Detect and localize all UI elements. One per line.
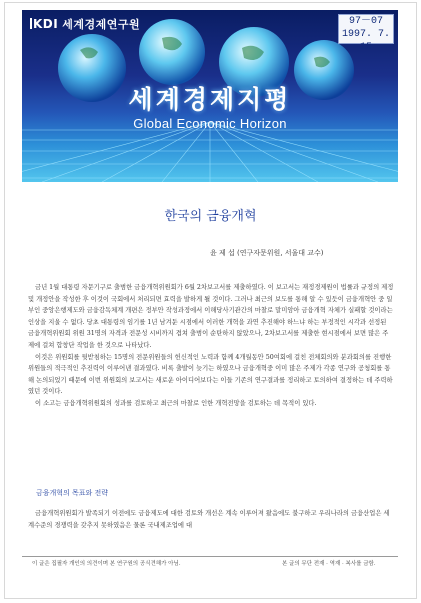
footer-divider <box>22 556 398 557</box>
article-body <box>28 282 394 410</box>
kdi-logo-icon: KDI <box>30 17 58 31</box>
paragraph: 이 소고는 금융개혁위원회의 성과를 검토하고 최근의 마찰로 인한 개혁전망을 검토하는 데 목적이 있다. <box>35 399 317 407</box>
article-title: 한국의 금융개혁 <box>164 209 257 224</box>
paragraph: 금융개혁위원회가 발족되기 이전에도 금융제도에 대한 검토와 개선은 계속 이루어져 왔음에도 불구하고 우리나라의 금융산업은 세계수준의 경쟁력을 갖추지 못하였음은 물론 국내제조업에 대 <box>28 510 390 529</box>
publication-title: 세계경제지평 <box>128 85 292 114</box>
publication-subtitle: Global Economic Horizon <box>133 116 287 131</box>
org-name: 세계경제연구원 <box>62 18 141 31</box>
footer-disclaimer: 이 글은 집필자 개인의 의견이며 본 연구원의 공식견해가 아님. <box>32 561 181 567</box>
issue-box <box>338 14 394 53</box>
header-banner <box>22 10 398 182</box>
paragraph: 이것은 위원회를 뒷받침하는 15명의 전문위원들의 헌신적인 노력과 함께 4개월동안 50여회에 걸친 전체회의와 분과회의를 진행한 위원들의 적극적인 추진력이 이루어낸 결과였다. 비록 출발이 늦기는 하였으나 금융개혁중 이미 많은 주제가 각종 연구와 공청회를 통해 논의되었기 때문에 이번 위원회의 보고서는 새로운 아이디어보다는 이들 기존의 연구결과를 정리하고 토의하여 결정하는 데 주력하였던 것이다. <box>28 353 393 396</box>
footer-copyright: 본 글의 무단 전재 · 역재 · 복사를 금함. <box>282 561 376 567</box>
org-logo <box>30 16 140 32</box>
issue-date: 1997. 7. 15 <box>341 29 390 53</box>
issue-number: 97－07 <box>348 16 383 27</box>
section-body <box>28 508 394 531</box>
section-heading: 금융개혁의 목표와 전략 <box>36 489 109 497</box>
paragraph: 금년 1월 대통령 자문기구로 출범한 금융개혁위원회가 6월 2차보고서를 제출하였다. 이 보고서는 재정경제원이 법률과 규정의 제정 및 개정안을 작성한 후 이것이 국회에서 처리되면 효력을 발하게 될 것이다. 그러나 최근의 보도를 통해 알 수 있듯이 금융개혁안 중 일부인 중앙은행제도와 금융감독체계 개편은 정부안 작성과정에서 이해당사기관간의 마찰로 말미암아 금융개혁 자체가 실패할 것이라는 인상을 지울 수 없다. 당초 대통령의 임기를 1년 남겨둔 시점에서 이러한 개혁을 과연 추진해야 하느냐 하는 부정적인 시각과 선정된 금융개혁위원회 위원 31명의 자격과 전문성 시비까지 겹쳐 출범이 순탄하지 않았으나, 2차보고서를 제출한 현시점에서 보면 많은 주제에 걸쳐 합창단 작업을 한 것으로 나타났다. <box>28 284 394 349</box>
author-line: 윤 제 섭 (연구자문위원, 서울대 교수) <box>210 249 324 257</box>
